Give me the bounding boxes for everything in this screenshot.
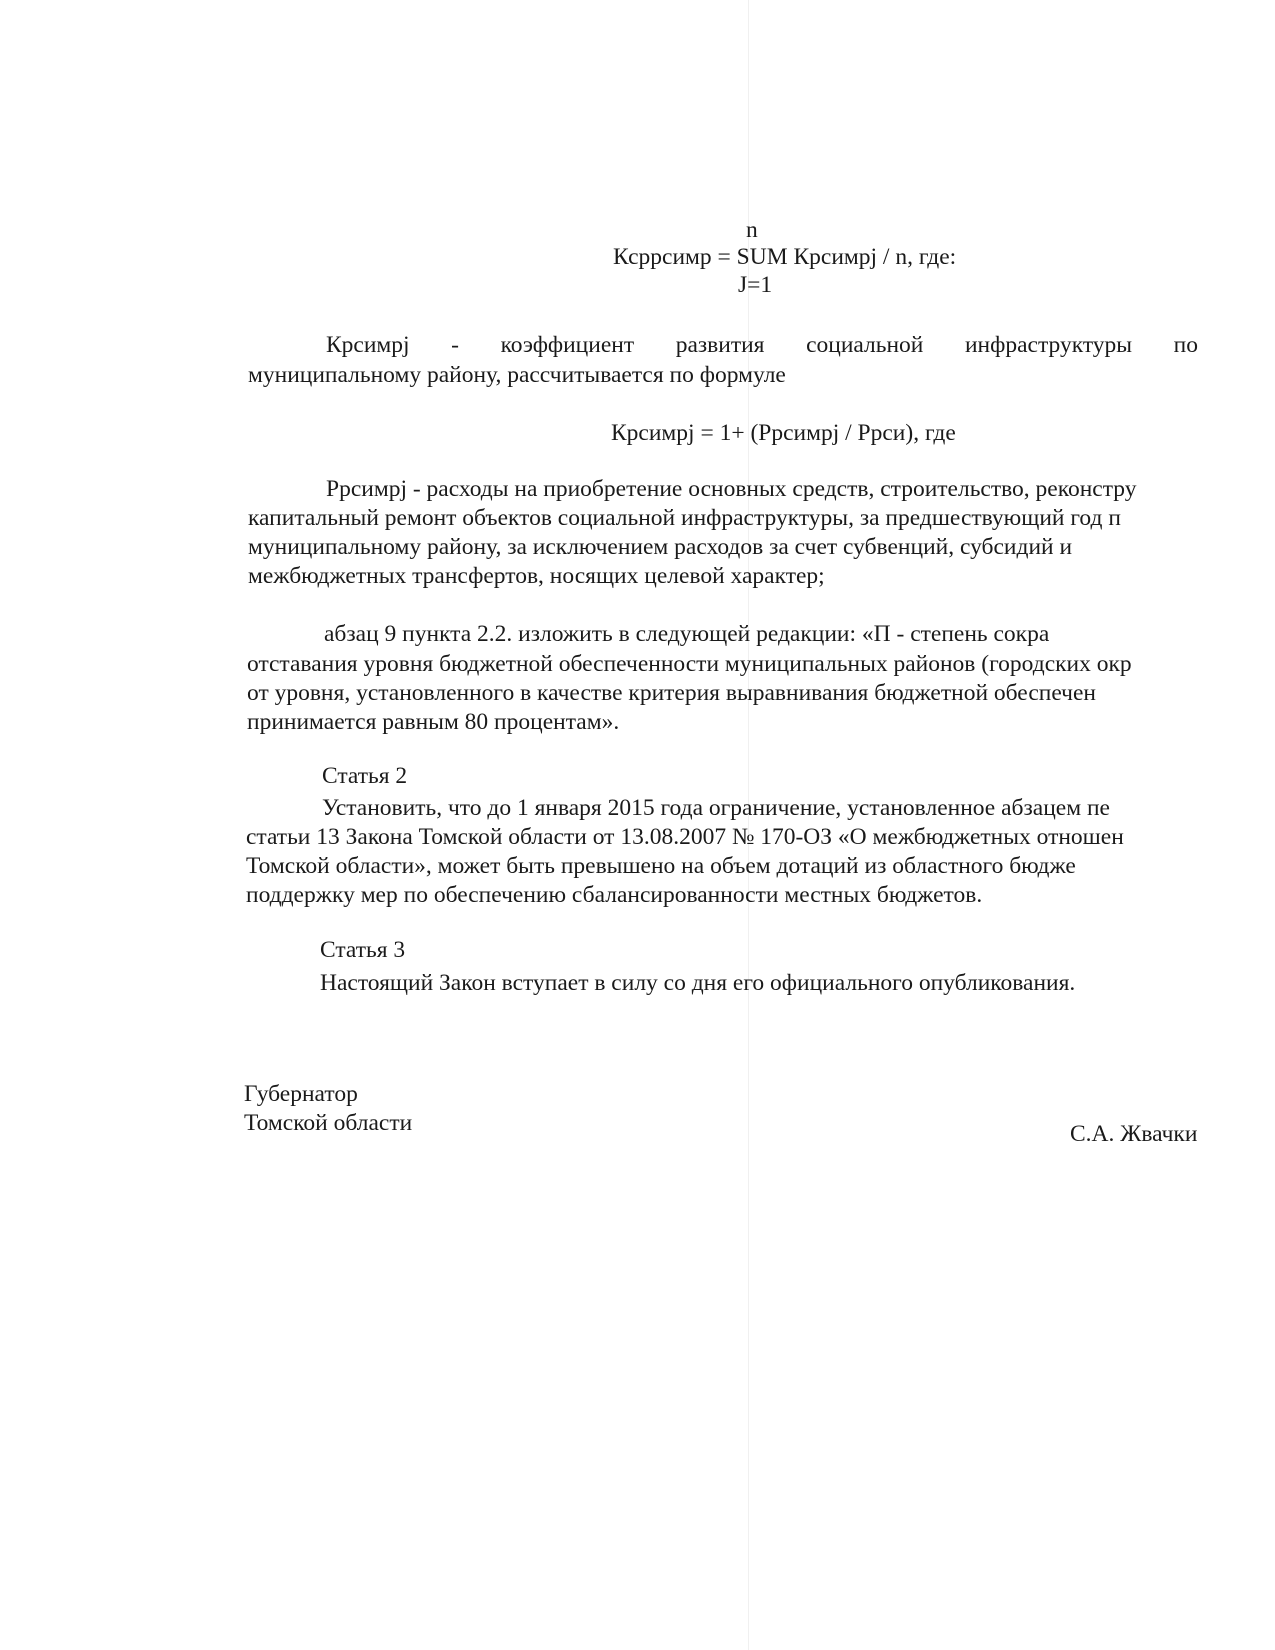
definition1-line2: муниципальному району, рассчитывается по формуле — [248, 362, 786, 388]
definition1-word: коэффициент — [500, 332, 635, 358]
article2-line3: Томской области», может быть превышено на объем дотаций из областного бюдже — [246, 853, 1076, 879]
definition1-word: Крсимрj — [326, 332, 410, 358]
definition2-line2: капитальный ремонт объектов социальной инфраструктуры, за предшествующий год п — [248, 505, 1121, 531]
article2-heading: Статья 2 — [322, 763, 408, 789]
definition1-word: инфраструктуры — [964, 332, 1133, 358]
definition1-word: развития — [675, 332, 765, 358]
article2-line1: Установить, что до 1 января 2015 года ограничение, установленное абзацем пе — [322, 795, 1110, 821]
definition1-line1 — [326, 331, 1198, 359]
amendment-line1: абзац 9 пункта 2.2. изложить в следующей редакции: «П - степень сокра — [324, 621, 1050, 647]
amendment-line2: отставания уровня бюджетной обеспеченности муниципальных районов (городских окр — [247, 651, 1132, 677]
formula1-upper-limit: n — [746, 217, 758, 243]
definition1-word: по — [1173, 332, 1198, 358]
article3-text: Настоящий Закон вступает в силу со дня его официального опубликования. — [320, 970, 1076, 996]
formula1-main: Ксррсимр = SUM Крсимрj / n, где: — [613, 244, 957, 270]
signature-title-line2: Томской области — [244, 1110, 413, 1136]
definition2-line3: муниципальному району, за исключением расходов за счет субвенций, субсидий и — [248, 534, 1073, 560]
definition1-word: социальной — [806, 332, 924, 358]
signature-title-line1: Губернатор — [244, 1081, 358, 1107]
formula2: Крсимрj = 1+ (Ррсимрj / Ррси), где — [611, 420, 956, 446]
article2-line4: поддержку мер по обеспечению сбалансированности местных бюджетов. — [246, 882, 983, 908]
article3-heading: Статья 3 — [320, 937, 406, 963]
amendment-line4: принимается равным 80 процентам». — [247, 709, 620, 735]
formula1-lower-limit: J=1 — [738, 272, 773, 298]
signature-name: С.А. Жвачки — [1070, 1121, 1198, 1147]
definition2-line1: Ррсимрj - расходы на приобретение основных средств, строительство, реконстру — [326, 476, 1137, 502]
definition2-line4: межбюджетных трансфертов, носящих целевой характер; — [248, 563, 825, 589]
amendment-line3: от уровня, установленного в качестве критерия выравнивания бюджетной обеспечен — [247, 680, 1096, 706]
definition1-word: - — [451, 332, 459, 358]
article2-line2: статьи 13 Закона Томской области от 13.08.2007 № 170-ОЗ «О межбюджетных отношен — [246, 824, 1124, 850]
